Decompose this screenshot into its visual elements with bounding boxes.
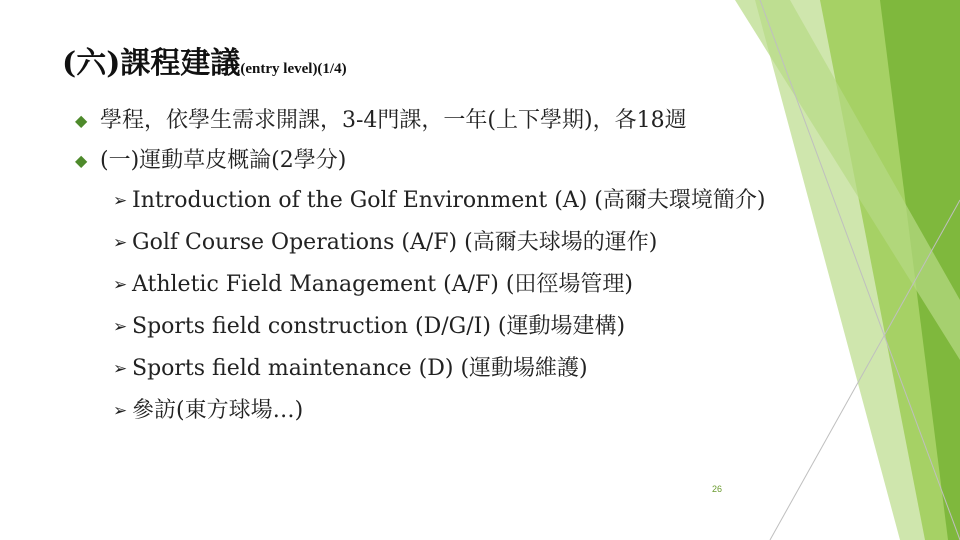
slide-body — [75, 105, 775, 437]
subitem-text: Sports field maintenance (D) (運動場維護) — [132, 356, 588, 381]
subitem-text: Golf Course Operations (A/F) (高爾夫球場的運作) — [132, 230, 658, 255]
subitem-text: Introduction of the Golf Environment (A) (高爾夫環境簡介) — [132, 188, 766, 213]
arrow-bullet-icon: ➢ — [113, 401, 128, 421]
arrow-bullet-icon: ➢ — [113, 275, 128, 295]
bullet-item-course — [75, 145, 775, 177]
diamond-bullet-icon: ◆ — [75, 151, 88, 170]
subitem-golf-operations — [75, 227, 775, 259]
title-main: (六)課程建議 — [62, 46, 241, 81]
bullet-text: (一)運動草皮概論(2學分) — [100, 148, 347, 173]
arrow-bullet-icon: ➢ — [113, 359, 128, 379]
bullet-text: 學程，依學生需求開課，3-4門課，一年(上下學期)，各18週 — [100, 108, 687, 133]
arrow-bullet-icon: ➢ — [113, 317, 128, 337]
subitem-text: Sports field construction (D/G/I) (運動場建構) — [132, 314, 626, 339]
arrow-bullet-icon: ➢ — [113, 233, 128, 253]
subitem-field-construction — [75, 311, 775, 343]
subitem-field-maintenance — [75, 353, 775, 385]
bullet-item-program — [75, 105, 775, 137]
title-sub: (entry level)(1/4) — [240, 61, 347, 77]
arrow-bullet-icon: ➢ — [113, 191, 128, 211]
diamond-bullet-icon: ◆ — [75, 111, 88, 130]
subitem-golf-environment — [75, 185, 775, 217]
subitem-text: 參訪(東方球場…) — [132, 398, 304, 423]
subitem-athletic-field — [75, 269, 775, 301]
slide-title — [62, 38, 347, 82]
subitem-text: Athletic Field Management (A/F) (田徑場管理) — [132, 272, 633, 297]
subitem-site-visit — [75, 395, 775, 427]
page-number: 26 — [712, 484, 723, 494]
